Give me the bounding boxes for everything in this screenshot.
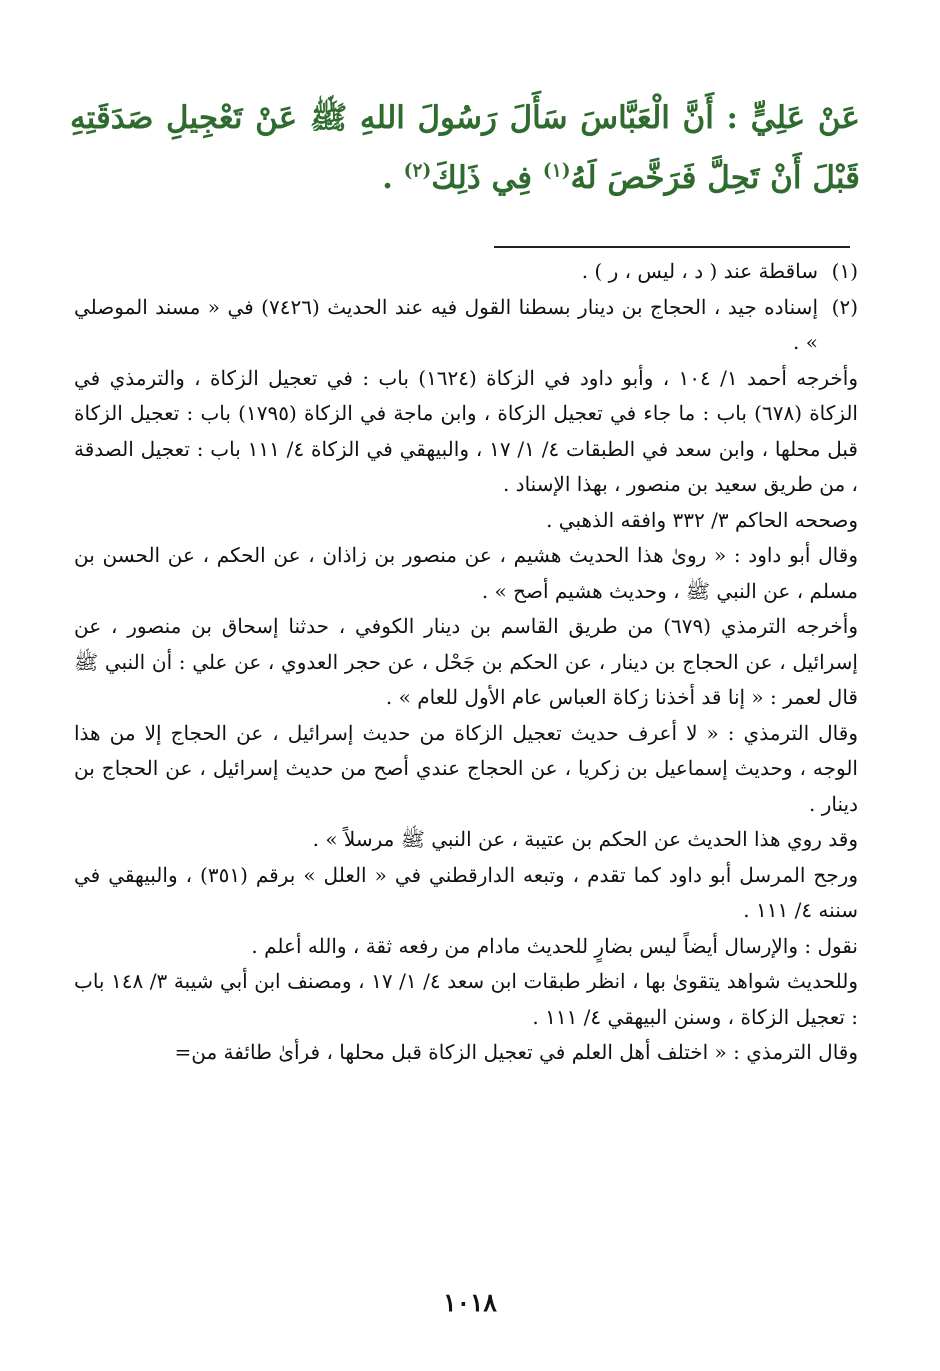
footnote-paragraph: نقول : والإرسال أيضاً ليس بضارٍ للحديث مادام من رفعه ثقة ، والله أعلم . (251, 933, 858, 958)
footnote-paragraph: وقال الترمذي : « لا أعرف حديث تعجيل الزكاة من حديث إسرائيل ، عن الحجاج إلا من هذا الوجه ، وحديث إسماعيل بن زكريا ، عن الحجاج عندي أصح من حديث إسرائيل ، عن الحجاج بن دينار . (74, 720, 858, 816)
footnote-paragraph: إسناده جيد ، الحجاج بن دينار بسطنا القول فيه عند الحديث (٧٤٢٦) في « مسند الموصلي » . (74, 294, 818, 354)
footnote-number: (٢) (831, 294, 858, 319)
footnote-paragraph: وللحديث شواهد يتقوىٰ بها ، انظر طبقات ابن سعد ٤/ ١/ ١٧ ، ومصنف ابن أبي شيبة ٣/ ١٤٨ باب : تعجيل الزكاة ، وسنن البيهقي ٤/ ١١١ . (74, 969, 858, 1029)
footnote-body (74, 290, 818, 361)
footnote-2 (74, 290, 858, 361)
footnote-paragraph: ساقطة عند ( د ، ليس ، ر ) . (581, 259, 818, 283)
page-number: ١٠١٨ (443, 1288, 497, 1317)
hadith-footnote-ref-1[interactable]: (١) (542, 160, 571, 182)
footnote-paragraph: وقال الترمذي : « اختلف أهل العلم في تعجيل الزكاة قبل محلها ، فرأىٰ طائفة من= (174, 1040, 858, 1064)
hadith-text (70, 88, 860, 208)
footnote-paragraph: وقد روي هذا الحديث عن الحكم بن عتيبة ، عن النبي ﷺ مرسلاً » . (312, 827, 858, 851)
footnote-paragraph: وأخرجه أحمد ١/ ١٠٤ ، وأبو داود في الزكاة (١٦٢٤) باب : في تعجيل الزكاة ، والترمذي في الزكاة (٦٧٨) باب : ما جاء في تعجيل الزكاة ، وابن ماجة في الزكاة (١٧٩٥) باب : تعجيل الزكاة قبل محلها ، وابن سعد في الطبقات ٤/ ١/ ١٧ ، والبيهقي في الزكاة ٤/ ١١١ باب : تعجيل الصدقة ، من طريق سعيد بن منصور ، بهذا الإسناد . (74, 365, 858, 496)
hadith-footnote-ref-2[interactable]: (٢) (403, 160, 432, 182)
hadith-main: عَنْ عَلِيٍّ : أَنَّ الْعَبَّاسَ سَأَلَ رَسُولَ اللهِ ﷺ عَنْ تَعْجِيلِ صَدَقَتِهِ قَبْلَ أَنْ تَحِلَّ فَرَخَّصَ لَهُ (70, 100, 860, 196)
hadith-end: . (382, 160, 404, 196)
hadith-continuation: فِي ذَلِكَ (431, 160, 543, 196)
footnote-number: (١) (831, 259, 858, 283)
footnote-paragraph: وأخرجه الترمذي (٦٧٩) من طريق القاسم بن دينار الكوفي ، حدثنا إسحاق بن منصور ، عن إسرائيل ، عن الحجاج بن دينار ، عن الحكم بن جَحْل ، عن حجر العدوي ، عن علي : أن النبي ﷺ قال لعمر : « إنا قد أخذنا زكاة العباس عام الأول للعام » . (74, 614, 858, 709)
footnote-1 (74, 254, 858, 290)
footnote-body (74, 361, 858, 1071)
footnote-paragraph: وصححه الحاكم ٣/ ٣٣٢ وافقه الذهبي . (546, 507, 858, 532)
footnote-body (74, 254, 818, 290)
footnote-2-continued (74, 361, 858, 1071)
footnote-divider (494, 246, 850, 248)
footnote-paragraph: وقال أبو داود : « رویٰ هذا الحديث هشيم ، عن منصور بن زاذان ، عن الحكم ، عن الحسن بن مسلم ، عن النبي ﷺ ، وحديث هشيم أصح » . (74, 543, 858, 603)
footnote-paragraph: ورجح المرسل أبو داود كما تقدم ، وتبعه الدارقطني في « العلل » برقم (٣٥١) ، والبيهقي في سننه ٤/ ١١١ . (74, 862, 859, 922)
footnotes (74, 254, 858, 1071)
